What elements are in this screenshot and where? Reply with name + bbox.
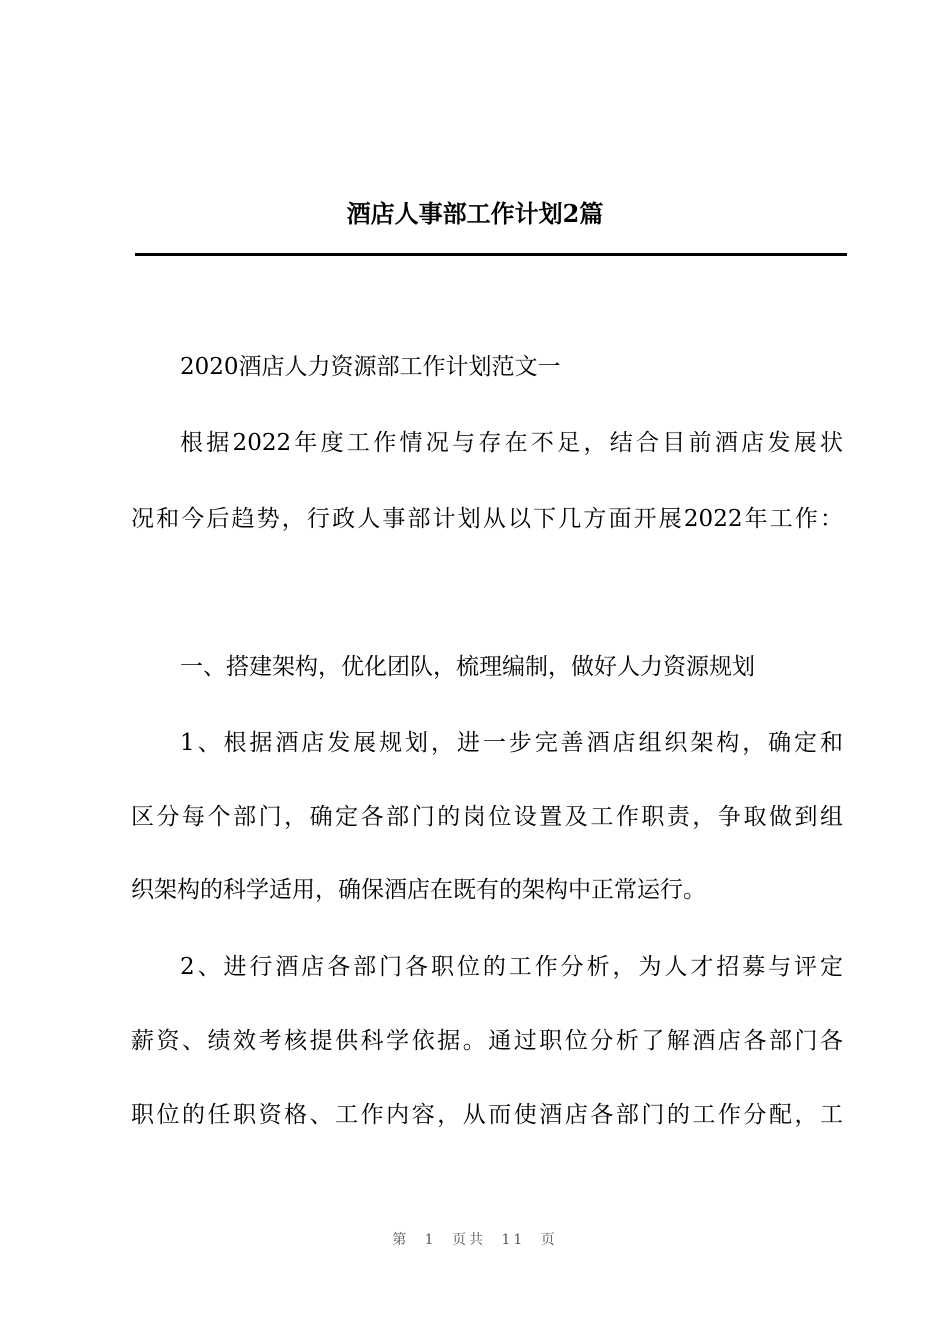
paragraph-line: 薪资、绩效考核提供科学依据。通过职位分析了解酒店各部门各 (131, 1028, 843, 1054)
paragraph-line: 区分每个部门，确定各部门的岗位设置及工作职责，争取做到组 (131, 804, 843, 830)
section-heading: 2020酒店人力资源部工作计划范文一 (180, 354, 561, 380)
paragraph-line: 1、根据酒店发展规划，进一步完善酒店组织架构，确定和 (180, 730, 843, 756)
page-number: 第 1 页共 11 页 (392, 1232, 558, 1248)
paragraph-line: 2、进行酒店各部门各职位的工作分析，为人才招募与评定 (180, 954, 843, 980)
paragraph-line: 职位的任职资格、工作内容，从而使酒店各部门的工作分配，工 (131, 1102, 843, 1128)
paragraph-line: 织架构的科学适用，确保酒店在既有的架构中正常运行。 (131, 877, 706, 903)
paragraph-line: 况和今后趋势，行政人事部计划从以下几方面开展2022年工作： (131, 506, 843, 532)
paragraph-line: 根据2022年度工作情况与存在不足，结合目前酒店发展状 (180, 430, 843, 456)
document-title: 酒店人事部工作计划2篇 (346, 199, 604, 228)
title-underline (135, 253, 847, 256)
section-heading: 一、搭建架构，优化团队，梳理编制，做好人力资源规划 (180, 654, 755, 680)
